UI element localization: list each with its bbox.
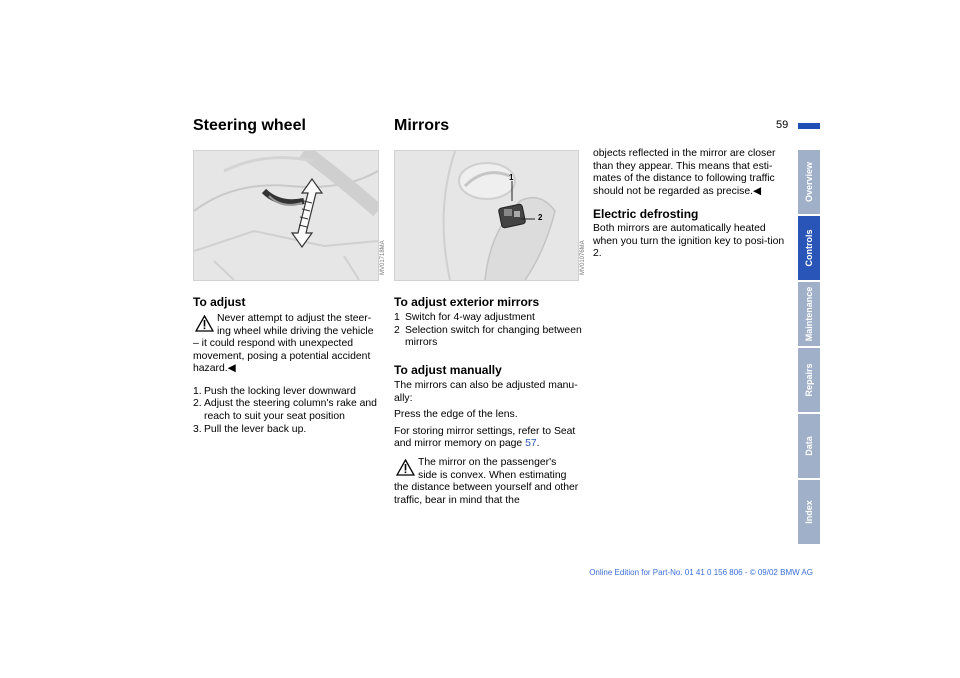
tab-data[interactable]: Data xyxy=(798,414,820,478)
warning-block-left xyxy=(193,313,383,436)
paragraph: Press the edge of the lens. xyxy=(394,409,518,421)
right-continuation-text xyxy=(593,148,788,202)
mirror-switch-figure xyxy=(394,150,579,281)
list-item: 2 Selection switch for changing between mirrors xyxy=(394,324,582,349)
warning-line-1: Never attempt to adjust the steer- xyxy=(217,313,372,324)
callout-2: 2 xyxy=(538,213,543,222)
warning-continuation: – it could respond with unexpected movement, posing a potential accident hazard.◀ xyxy=(193,338,371,375)
section-title-electric-defrosting: Electric defrosting xyxy=(593,207,699,221)
warning-block-middle xyxy=(394,457,588,511)
warning-continuation: the distance between yourself and other traffic, bear in mind that the xyxy=(394,482,579,506)
paragraph: The mirrors can also be adjusted manu-ally: xyxy=(394,380,578,404)
page-title-mirrors: Mirrors xyxy=(394,117,450,134)
section-title-exterior-mirrors: To adjust exterior mirrors xyxy=(394,295,540,309)
warning-icon xyxy=(195,315,214,332)
figure-code: MV01718MA xyxy=(380,240,386,275)
steering-wheel-figure xyxy=(193,150,379,281)
defrosting-text xyxy=(593,223,788,265)
tab-overview[interactable]: Overview xyxy=(798,150,820,214)
warning-icon xyxy=(396,459,415,476)
door-switch-illustration xyxy=(395,151,578,280)
tab-index[interactable]: Index xyxy=(798,480,820,544)
list-item: 3. Pull the lever back up. xyxy=(193,423,307,435)
tab-maintenance[interactable]: Maintenance xyxy=(798,282,820,346)
callout-1: 1 xyxy=(509,173,514,182)
figure-code: MV01076MA xyxy=(580,240,586,275)
list-item: 1. Push the locking lever downward xyxy=(193,385,356,397)
mirror-items-list xyxy=(394,312,586,350)
warning-line-1: The mirror on the passenger's xyxy=(418,457,557,468)
section-title-adjust-manually: To adjust manually xyxy=(394,363,502,377)
page-number: 59 xyxy=(776,119,789,131)
paragraph: Both mirrors are automatically heated when you turn the ignition key to posi-tion 2. xyxy=(593,223,785,260)
page-link[interactable]: 57 xyxy=(525,438,537,450)
adjust-manually-text xyxy=(394,380,588,455)
list-item: 2. Adjust the steering column's rake and reach to suit your seat position xyxy=(193,398,377,422)
list-item: 1 Switch for 4-way adjustment xyxy=(394,312,535,323)
page-marker-bar xyxy=(798,123,820,129)
paragraph: objects reflected in the mirror are closer than they appear. This means that esti-mates of the distance to following traffic should not be regarded as precise.◀ xyxy=(593,148,776,197)
warning-line-2: side is convex. When estimating xyxy=(418,469,567,481)
steering-lever-illustration xyxy=(194,151,378,280)
footer-edition-note: Online Edition for Part-No. 01 41 0 156 806 - © 09/02 BMW AG xyxy=(589,568,813,577)
adjust-steps-list xyxy=(193,386,383,436)
page-title-steering-wheel: Steering wheel xyxy=(193,117,306,134)
paragraph: For storing mirror settings, refer to Seat and mirror memory on page 57. xyxy=(394,425,576,450)
tab-repairs[interactable]: Repairs xyxy=(798,348,820,412)
section-title-to-adjust: To adjust xyxy=(193,295,246,309)
warning-line-2: ing wheel while driving the vehicle xyxy=(217,325,374,337)
tab-controls[interactable]: Controls xyxy=(798,216,820,280)
